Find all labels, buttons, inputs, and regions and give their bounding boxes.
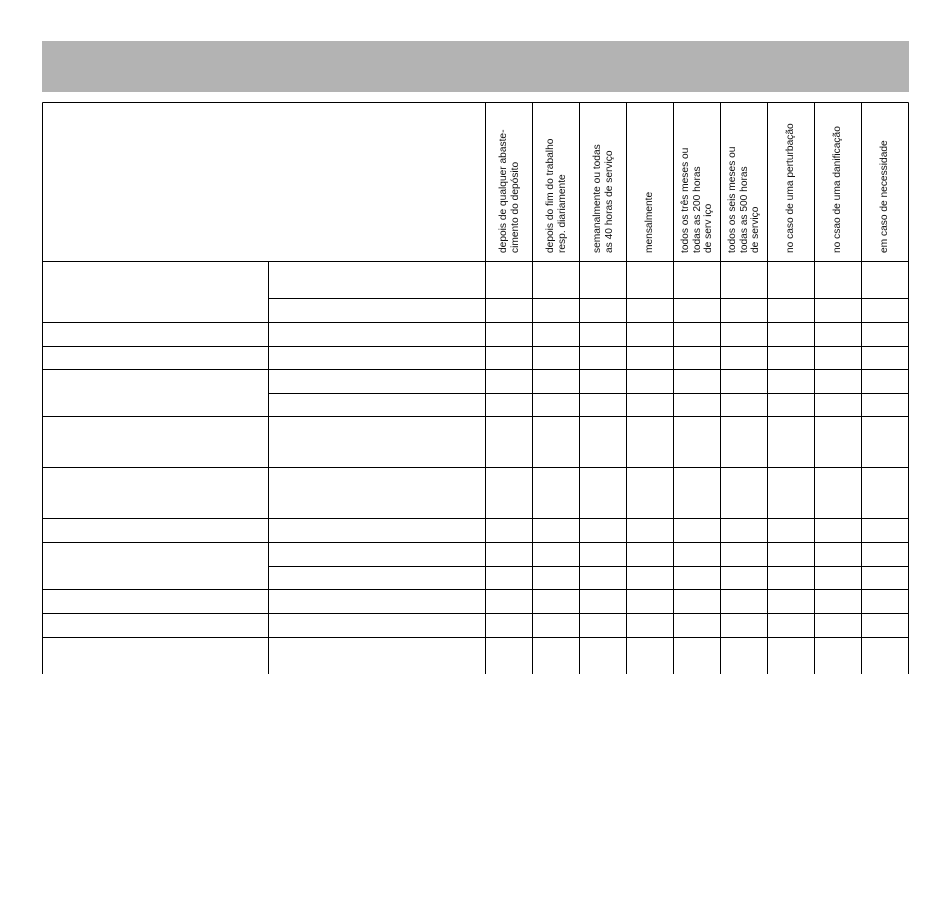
interval-column-header <box>627 102 674 261</box>
interval-column-header <box>486 102 533 261</box>
interval-column-header <box>674 102 721 261</box>
interval-column-label: mensalmente <box>644 191 656 253</box>
interval-column-header <box>862 102 909 261</box>
interval-column-label: no caso de uma perturbação <box>785 123 797 253</box>
interval-column-header <box>815 102 862 261</box>
interval-column-label: em caso de necessidade <box>879 140 891 253</box>
interval-column-header <box>533 102 580 261</box>
interval-column-label: semanalmente ou todas as 40 horas de serviço <box>591 144 614 253</box>
interval-column-header <box>768 102 815 261</box>
interval-column-label: todos os três meses ou todas as 200 horas de serv iço <box>679 147 714 253</box>
interval-column-header <box>721 102 768 261</box>
interval-column-label: no csao de uma danificação <box>832 126 844 253</box>
interval-column-header <box>580 102 627 261</box>
interval-column-label: todos os seis meses ou todas as 500 horas de serviço <box>726 146 761 253</box>
interval-column-label: depois de qualquer abaste- cimento do depósito <box>497 129 520 253</box>
interval-column-label: depois do fim do trabalho resp. diariamente <box>544 138 567 253</box>
